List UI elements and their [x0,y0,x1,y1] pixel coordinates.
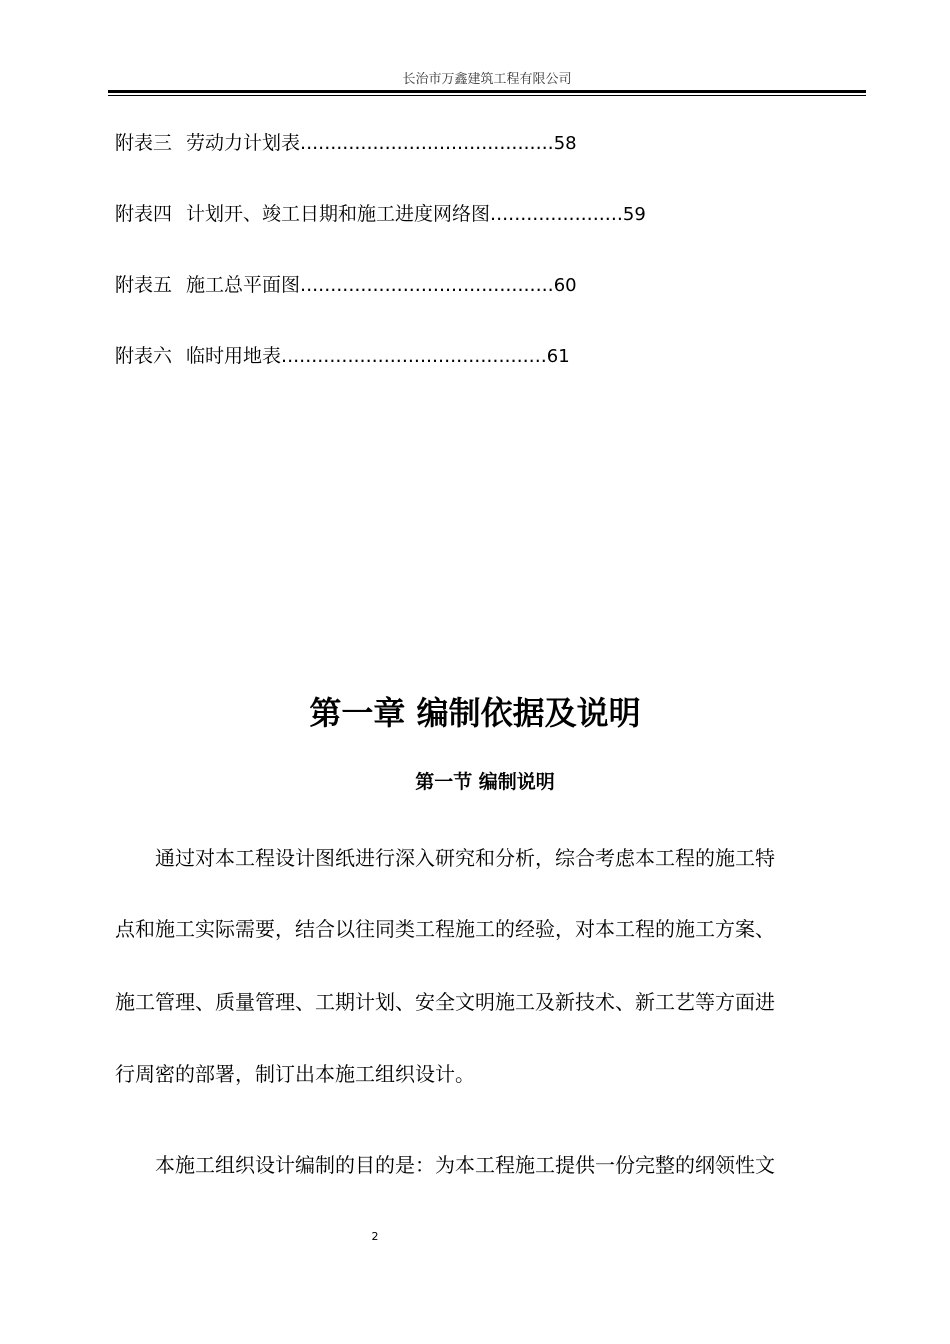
toc-entry-title: 计划开、竣工日期和施工进度网络图 [186,203,491,225]
toc-entry-leader: .......................................... [300,274,554,296]
toc-entry[interactable] [115,270,577,297]
header-rule-thick [108,90,866,93]
toc-entry-label: 附表六 [115,345,173,367]
section-title: 第一节 编制说明 [415,771,555,793]
toc-entry-title: 劳动力计划表 [186,132,301,154]
toc-entry-leader: ............................................ [281,345,547,367]
page-number: 2 [371,1230,379,1243]
toc-entry-title: 临时用地表 [186,345,282,367]
toc-entry-label: 附表三 [115,132,173,154]
toc-entry-page: 60 [553,275,577,296]
toc-entry[interactable] [115,341,570,368]
toc-entry-label: 附表五 [115,274,173,296]
chapter-title: 第一章 编制依据及说明 [309,694,641,732]
toc-entry-label: 附表四 [115,203,173,225]
company-name: 长治市万鑫建筑工程有限公司 [402,72,572,87]
toc-entry-page: 59 [622,204,646,225]
toc-entry-title: 施工总平面图 [186,274,301,296]
paragraph-line: 通过对本工程设计图纸进行深入研究和分析，综合考虑本工程的施工特 [155,846,775,870]
toc-entry-page: 58 [553,133,577,154]
paragraph-line: 行周密的部署，制订出本施工组织设计。 [115,1062,475,1086]
toc-entry[interactable] [115,199,646,226]
paragraph-line: 施工管理、质量管理、工期计划、安全文明施工及新技术、新工艺等方面进 [115,990,775,1014]
paragraph-line: 本施工组织设计编制的目的是：为本工程施工提供一份完整的纲领性文 [155,1153,775,1177]
toc-entry-leader: .......................................... [300,132,554,154]
toc-entry-page: 61 [546,346,570,367]
toc-entry[interactable] [115,128,577,155]
toc-entry-leader: ...................... [490,203,623,225]
header-rule-thin [108,95,866,96]
paragraph-line: 点和施工实际需要，结合以往同类工程施工的经验，对本工程的施工方案、 [115,917,775,941]
